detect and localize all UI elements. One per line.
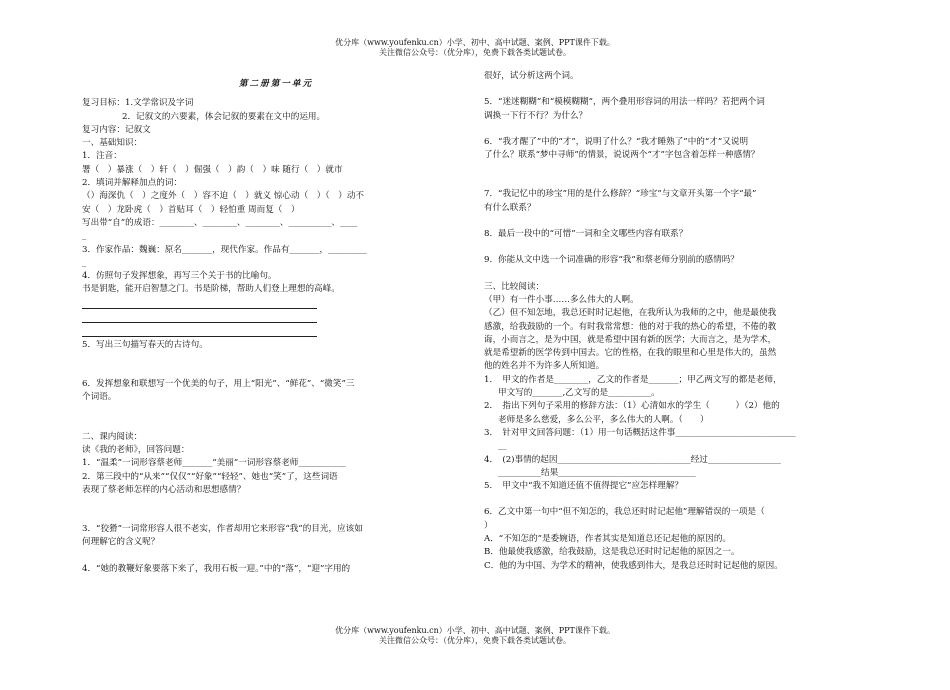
header-line-1: 优分库（www.youfenku.cn）小学、初中、高中试题、案例、PPT课件下载。 [335,38,615,47]
compare-question-5: 5． 甲文中“我不知道还值不值得提它”应怎样理解？ [484,481,684,492]
reading-question-3-line-1: 3．“狡猾”一词常形容人很不老实，作者却用它来形容“我”的目光，应该如 [82,524,363,535]
compare-question-1-line-1: 1． 甲文的作者是________，乙文的作者是_______；甲乙两文写的都是老师， [484,374,782,385]
compare-question-4-line-1: 4． (2)事情的起因_______________________________经过_________________ [484,454,781,465]
compare-question-4-line-2: __________结果________________________________ [498,467,696,478]
reading-question-1: 1．“温柔”一词形容蔡老师_______“美丽”一词形容蔡老师___________ [82,458,346,469]
question-1-items: 署（ ）暴涨（ ）轩（ ）倔强（ ）韵（ ）味 随行（ ）就市 [82,164,343,175]
review-goal-2: 2．记叙文的六要素，体会记叙的要素在文中的运用。 [122,111,326,122]
compare-question-2-line-1: 2． 指出下列句子采用的修辞方法：（1）心清如水的学生（ ）（2）他的 [484,401,780,412]
compare-question-6-line-2: ） [484,520,493,531]
reading-question-5-line-2: 调换一下行不行？为什么？ [484,110,588,121]
reading-instruction: 读《我的老师》，回答问题： [82,444,190,455]
answer-blank-2[interactable] [82,311,317,323]
option-c: C．他的为中国、为学术的精神，使我感到伟大，是我总还时时记起他的原因。 [484,560,783,571]
question-2: 2．填词并解释加点的词： [82,178,182,189]
footer-line-2: 关注微信公众号：（优分库），免费下载各类试题试卷。 [379,636,571,645]
option-a: A．“不知怎的”是委婉语，作者其实是知道总还记起他的原因的。 [484,534,732,545]
question-4: 4．仿照句子发挥想象，再写三个关于书的比喻句。 [82,271,277,282]
compare-question-3-line-1: 3． 针对甲文回答问题：（1）用一句话概括这件事____________________________ [484,427,796,438]
passage-yi-line-3: 诲，小而言之，是为中国，就是希望中国有新的医学；大而言之，是为学术， [484,334,777,345]
option-b: B．他最使我感激，给我鼓励，这是我总还时时记起他的原因之一。 [484,547,740,558]
review-content: 复习内容：记叙文 [82,124,151,135]
question-4-example: 书是钥匙，能开启智慧之门。书是阶梯，帮助人们登上理想的高峰。 [82,284,340,295]
question-3-cont: _ [82,257,87,268]
reading-question-2-line-1: 2．第三段中的“从来”“仅仅”“好象”“轻轻”、她也“笑”了，这些词语 [82,471,338,482]
reading-question-9: 9．你能从文中选一个词准确的形容“我”和蔡老师分别前的感情吗？ [484,255,739,266]
passage-yi-line-5: 他的姓名并不为许多人所知道。 [484,361,605,372]
left-column [82,70,470,576]
question-3: 3．作家作品：魏巍：原名_______，现代作家。作品有_______，_________ [82,244,367,255]
header-line-2: 关注微信公众号：（优分库），免费下载各类试题试卷。 [379,48,571,57]
compare-question-1-line-2: 甲文写的_______,乙文写的是__________。 [498,388,660,399]
answer-blank-3[interactable] [82,325,317,337]
question-5: 5．写出三句描写春天的古诗句。 [82,339,208,350]
passage-yi-line-2: 感激，给我鼓励的一个。有时我常常想：他的对于我的热心的希望，不倦的教 [484,321,777,332]
question-1: 1．注音： [82,151,122,162]
answer-blank-1[interactable] [82,297,317,309]
passage-jia: （甲）有一件小事……多么伟大的人啊。 [484,294,639,305]
question-2-line-2: 安（ ）龙卧虎（ ）首贴耳（ ）轻怕重 周而复（ ） [82,204,300,215]
question-6-line-2: 个词语。 [82,392,117,403]
question-2-line-3: 写出带“自”的成语：________、________、________、__________、____ [82,217,358,228]
question-6-line-1: 6．发挥想象和联想写一个优美的句子，用上“阳光”、“鲜花”、“微笑”三 [82,379,355,390]
question-2-line-1: （）海深仇（ ）之度外（ ）容不迫（ ）就义 惊心动（ ）（ ）动不 [82,191,365,202]
compare-question-2-line-2: 老师是多么慈爱，多么公平，多么伟大的人啊。（ ） [498,414,709,425]
reading-question-8: 8．最后一段中的“可惜”一词和全文哪些内容有联系？ [484,229,688,240]
unit-title: 第二册第一单元 [238,79,314,89]
reading-question-7-line-1: 7．“我记忆中的珍宝”用的是什么修辞？“珍宝”与文章开头第一个字“最” [484,189,757,200]
reading-question-5-line-1: 5．“迷迷糊糊”和“模模糊糊”，两个叠用形容词的用法一样吗？若把两个词 [484,97,765,108]
reading-question-7-line-2: 有什么联系？ [484,202,536,213]
reading-question-2-line-2: 表现了蔡老师怎样的内心活动和思想感情？ [82,484,246,495]
compare-question-3-line-2: __ [498,441,507,452]
page-header [0,38,950,58]
reading-question-6-line-2: 了什么？联系“梦中寻师”的情景，说说两个“才”字包含着怎样一种感情？ [484,150,760,161]
passage-yi-line-4: 就是希望新的医学传到中国去。它的性格，在我的眼里和心里是伟大的，虽然 [484,348,777,359]
reading-question-3-line-2: 何理解它的含义呢？ [82,537,160,548]
right-column [484,70,870,573]
section-2-heading: 二、课内阅读： [82,431,143,442]
reading-question-6-line-1: 6．“我才醒了”中的“才”，说明了什么？“我才睡熟了”中的“才”又说明 [484,136,749,147]
review-goal-1: 复习目标：1.文学常识及字词 [82,98,194,109]
footer-line-1: 优分库（www.youfenku.cn）小学、初中、高中试题、案例、PPT课件下载。 [335,626,615,635]
page-footer [0,626,950,646]
passage-yi-line-1: （乙）但不知怎地，我总还时时记起他，在我所认为我师的之中，他是最使我 [484,308,777,319]
reading-question-4-cont: 很好，试分析这两个词。 [484,71,579,81]
section-3-heading: 三、比较阅读： [484,281,545,292]
section-1-heading: 一、基础知识： [82,138,143,149]
reading-question-4: 4．“她的教鞭好象要落下来了，我用石板一迎。”中的“落”，“迎”字用的 [82,563,351,574]
question-2-line-4: _ [82,231,87,242]
compare-question-6-line-1: 6．乙文中第一句中“但不知怎的，我总还时时记起他”理解错误的一项是（ [484,507,765,518]
